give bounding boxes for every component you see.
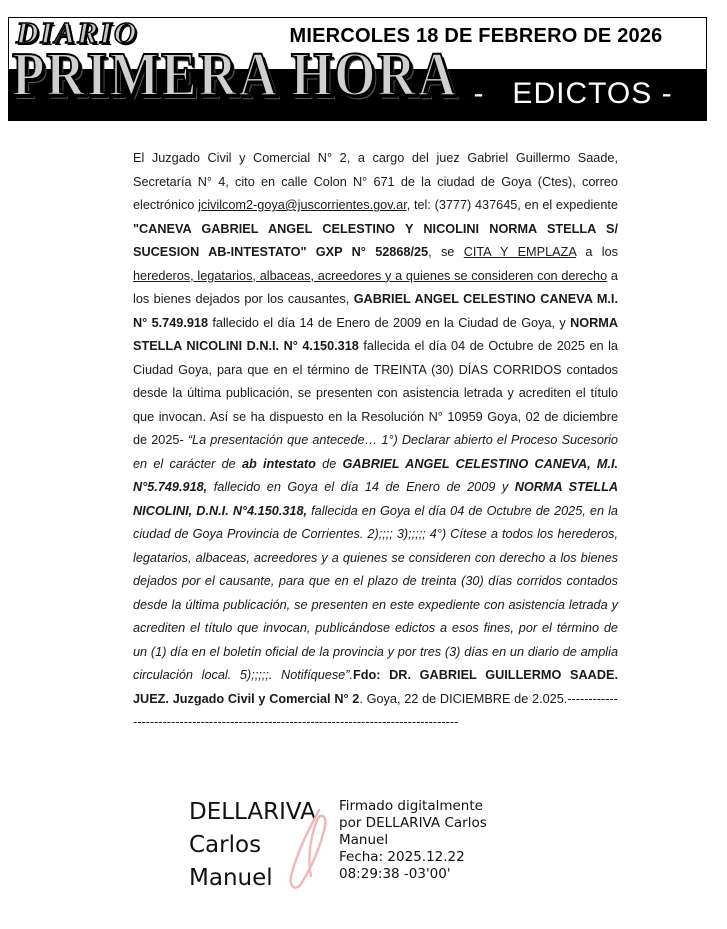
signature-detail-line: por DELLARIVA Carlos xyxy=(339,815,487,831)
brand-logo-diario: DIARIO xyxy=(16,15,139,50)
deceased-nicolini: NORMA STELLA NICOLINI D.N.I. N° 4.150.318 xyxy=(133,315,618,353)
digital-signature xyxy=(189,796,509,906)
section-title: - EDICTOS - xyxy=(473,77,673,110)
edict-text: fallecido el día 14 de Enero de 2009 en la Ciudad de Goya, y xyxy=(208,315,571,330)
signature-details xyxy=(339,798,509,883)
quote-text: de xyxy=(315,456,343,471)
edict-text: , se xyxy=(428,245,464,259)
court-email-link[interactable]: jcivilcom2-goya@juscorrientes.gov.ar xyxy=(198,198,407,212)
judge-signature-line: Fdo: DR. GABRIEL GUILLERMO SAADE. JUEZ. Juzgado Civil y Comercial N° 2 xyxy=(133,668,618,706)
signer-middle-name: Manuel xyxy=(189,865,273,891)
quote-text: fallecido en Goya el día 14 de Enero de 2009 y xyxy=(207,480,515,494)
signature-detail-line: Manuel xyxy=(339,832,389,848)
edict-text: a los xyxy=(576,245,619,259)
masthead xyxy=(8,17,707,121)
signature-time: 08:29:38 -03'00' xyxy=(339,866,451,882)
quote-ab-intestato: ab intestato xyxy=(241,456,316,471)
brand-logo-primera-hora: PRIMERA HORA xyxy=(12,41,458,109)
closing-line: . Goya, 22 de DICIEMBRE de 2.025.----------------------------------------------------------------------------------------- xyxy=(133,691,618,729)
edict-body xyxy=(133,147,618,735)
edict-text: a los bienes dejados por los causantes, xyxy=(133,268,618,306)
quote-text: “La presentación que antecede… 1°) Declarar abierto el Proceso Sucesorio en el carácter de xyxy=(133,433,618,471)
case-title: "CANEVA GABRIEL ANGEL CELESTINO Y NICOLINI NORMA STELLA S/ SUCESION AB-INTESTATO" GXP N° 52868/25 xyxy=(133,221,618,259)
signature-detail-line: Firmado digitalmente xyxy=(339,798,483,814)
signature-date: Fecha: 2025.12.22 xyxy=(339,849,465,865)
seal-stroke xyxy=(291,810,326,888)
summons-phrase: CITA Y EMPLAZA xyxy=(463,245,577,259)
resolution-quote xyxy=(133,433,618,682)
issue-date: MIERCOLES 18 DE FEBRERO DE 2026 xyxy=(289,25,663,47)
edict-text: , tel: (3777) 437645, en el expediente xyxy=(406,198,618,212)
signature-seal-icon xyxy=(281,806,341,896)
quote-deceased-caneva: GABRIEL ANGEL CELESTINO CANEVA, M.I. N°5.749.918, xyxy=(133,456,619,494)
quote-deceased-nicolini: NORMA STELLA NICOLINI, D.N.I. N°4.150.318, xyxy=(133,480,618,518)
deceased-caneva: GABRIEL ANGEL CELESTINO CANEVA M.I. N° 5.749.918 xyxy=(133,292,618,330)
edict-text: fallecida el día 04 de Octubre de 2025 en la Ciudad Goya, para que en el término de TREINTA (30) DÍAS CORRIDOS contados desde la última publicación, se presenten con asistencia letrada y acrediten el título que invocan. Así se ha dispuesto en la Resolución N° 10959 Goya, 02 de diciembre de 2025- xyxy=(133,339,618,447)
signer-surname: DELLARIVA xyxy=(189,799,316,825)
heirs-phrase: herederos, legatarios, albaceas, acreedores y a quienes se consideren con derecho xyxy=(133,268,608,283)
signer-first-name: Carlos xyxy=(189,832,262,858)
quote-text: fallecida en Goya el día 04 de Octubre de 2025, en la ciudad de Goya Provincia de Corrientes. 2);;;; 3);;;;; 4°) Cítese a todos los herederos, legatarios, albaceas, acreedores y a quienes se consideren con derecho a los bienes dejados por el causante, para que en el plazo de treinta (30) días corridos contados desde la última publicación, se presenten en este expediente con asistencia letrada y acrediten el título que invocan, publicándose edictos a esos fines, por el término de un (1) día en el boletín oficial de la provincia y por tres (3) días en un diario de amplia circulación local. 5);;;;;. Notifíquese”. xyxy=(133,503,618,682)
edict-text: El Juzgado Civil y Comercial N° 2, a cargo del juez Gabriel Guillermo Saade, Secretaría N° 4, cito en calle Colon N° 671 de la ciudad de Goya (Ctes), correo electrónico xyxy=(133,151,618,212)
